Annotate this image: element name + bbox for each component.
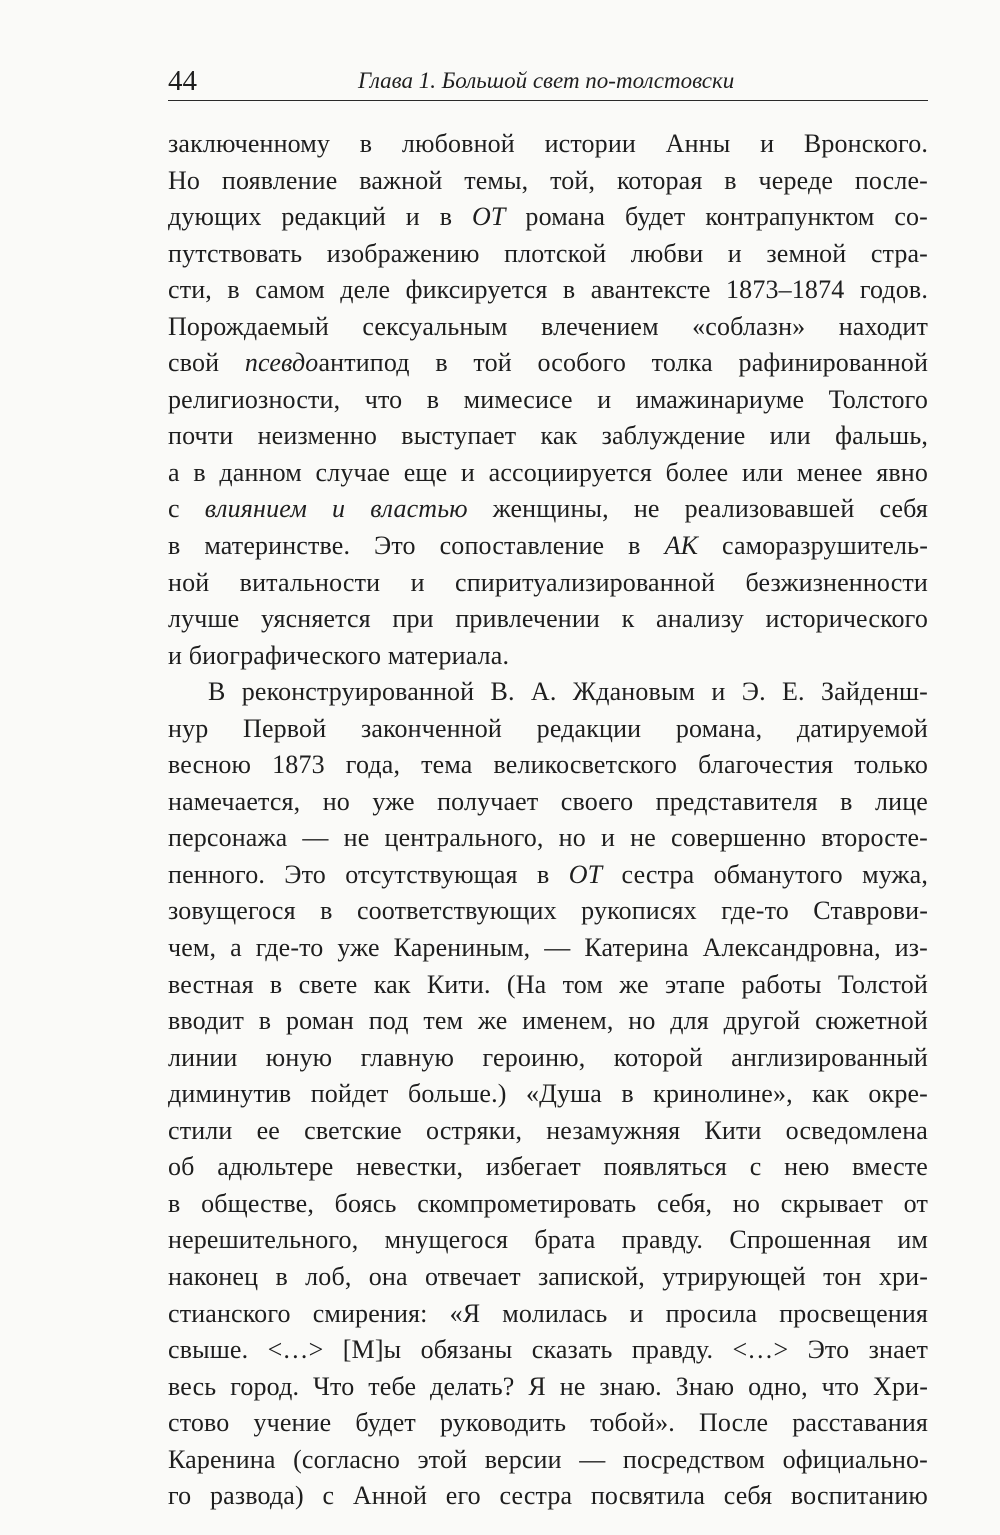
text-line <box>168 747 928 784</box>
italic-abbreviation: АК <box>664 531 699 561</box>
text-segment: Каренина (согласно этой версии — посредством официально- <box>168 1444 928 1474</box>
text-line <box>168 711 928 748</box>
text-segment: персонажа — не центрального, но и не совершенно второсте- <box>168 823 928 853</box>
text-segment: намечается, но уже получает своего представителя в лице <box>168 786 928 816</box>
text-segment: В реконструированной В. А. Ждановым и Э. Е. Зайденш- <box>208 677 928 707</box>
text-segment: почти неизменно выступает как заблуждение или фальшь, <box>168 421 928 451</box>
italic-abbreviation: ОТ <box>568 859 603 889</box>
text-segment: саморазрушитель- <box>698 531 929 561</box>
body-text <box>168 126 928 1515</box>
text-line <box>168 455 928 492</box>
text-line <box>168 418 928 455</box>
text-segment: путствовать изображению плотской любви и земной стра- <box>168 238 928 268</box>
text-segment: в обществе, боясь скомпрометировать себя, но скрывает от <box>168 1188 928 1218</box>
text-segment: религиозности, что в мимесисе и имажинариуме Толстого <box>168 384 928 414</box>
text-line <box>168 309 928 346</box>
text-line <box>168 1405 928 1442</box>
text-line <box>168 382 928 419</box>
text-segment: весною 1873 года, тема великосветского благочестия только <box>168 750 928 780</box>
text-line <box>168 163 928 200</box>
text-segment: Но появление важной темы, той, которая в череде после- <box>168 165 928 195</box>
text-line <box>168 199 928 236</box>
text-segment: зовущегося в соответствующих рукописях где-то Ставрови- <box>168 896 928 926</box>
text-line <box>168 1222 928 1259</box>
text-segment: го развода) с Анной его сестра посвятила себя воспитанию <box>168 1481 928 1511</box>
text-segment: а в данном случае еще и ассоциируется более или менее явно <box>168 457 928 487</box>
italic-emphasis: влиянием и властью <box>204 494 468 524</box>
text-segment: весь город. Что тебе делать? Я не знаю. Знаю одно, что Хри- <box>168 1371 928 1401</box>
text-line <box>168 272 928 309</box>
text-line <box>168 820 928 857</box>
text-line <box>168 638 928 675</box>
text-segment: линии юную главную героиню, которой англизированный <box>168 1042 928 1072</box>
text-line <box>168 1113 928 1150</box>
text-line <box>168 126 928 163</box>
text-line <box>168 857 928 894</box>
text-line <box>168 1040 928 1077</box>
text-segment: пенного. Это отсутствующая в <box>168 859 569 889</box>
text-line <box>168 528 928 565</box>
text-segment: с <box>168 494 205 524</box>
text-line <box>168 601 928 638</box>
text-segment: наконец в лоб, она отвечает запиской, утрирующей тон хри- <box>168 1261 928 1291</box>
text-segment: стианского смирения: «Я молилась и просила просвещения <box>168 1298 928 1328</box>
text-line <box>168 345 928 382</box>
italic-emphasis: псевдо <box>244 348 319 378</box>
text-line <box>168 491 928 528</box>
text-segment: вводит в роман под тем же именем, но для другой сюжетной <box>168 1006 928 1036</box>
text-line <box>168 1478 928 1515</box>
text-segment: чем, а где-то уже Карениным, — Катерина Александровна, из- <box>168 933 928 963</box>
text-line <box>168 1076 928 1113</box>
text-segment: романа будет контрапунктом со- <box>505 202 928 232</box>
italic-abbreviation: ОТ <box>472 202 506 232</box>
text-segment: в материнстве. Это сопоставление в <box>168 531 665 561</box>
text-line <box>168 1296 928 1333</box>
page-header <box>168 62 928 101</box>
text-segment: вестная в свете как Кити. (На том же этапе работы Толстой <box>168 969 928 999</box>
text-segment: свой <box>168 348 245 378</box>
text-line <box>168 674 928 711</box>
text-segment: заключенному в любовной истории Анны и Вронского. <box>168 129 928 158</box>
text-segment: нерешительного, мнущегося брата правду. Спрошенная им <box>168 1225 928 1255</box>
text-segment: об адюльтере невестки, избегает появляться с нею вместе <box>168 1152 928 1182</box>
text-segment: Порождаемый сексуальным влечением «соблазн» находит <box>168 311 928 341</box>
text-segment: стили ее светские остряки, незамужняя Кити осведомлена <box>168 1115 928 1145</box>
text-segment: лучше уясняется при привлечении к анализу исторического <box>168 604 928 634</box>
text-line <box>168 930 928 967</box>
text-segment: женщины, не реализовавшей себя <box>467 494 928 524</box>
text-line <box>168 967 928 1004</box>
text-line <box>168 1149 928 1186</box>
text-segment: свыше. <…> [М]ы обязаны сказать правду. <…> Это знает <box>168 1335 928 1365</box>
text-line <box>168 1186 928 1223</box>
text-line <box>168 1369 928 1406</box>
text-line <box>168 236 928 273</box>
text-segment: дующих редакций и в <box>168 202 472 232</box>
running-head: Глава 1. Большой свет по-толстовски <box>358 68 735 93</box>
text-line <box>168 1003 928 1040</box>
text-segment: сти, в самом деле фиксируется в авантексте 1873–1874 годов. <box>168 275 928 305</box>
page-number: 44 <box>168 65 197 97</box>
text-line <box>168 784 928 821</box>
text-line <box>168 893 928 930</box>
text-line <box>168 1332 928 1369</box>
text-segment: нур Первой законченной редакции романа, датируемой <box>168 713 928 743</box>
text-segment: ной витальности и спиритуализированной безжизненности <box>168 567 928 597</box>
text-segment: и биографического материала. <box>168 640 510 670</box>
text-segment: диминутив пойдет больше.) «Душа в кринолине», как окре- <box>168 1079 928 1109</box>
text-line <box>168 1442 928 1479</box>
text-segment: антипод в той особого толка рафинированной <box>318 348 929 378</box>
text-segment: стово учение будет руководить тобой». После расставания <box>168 1408 928 1438</box>
text-line <box>168 1259 928 1296</box>
text-line <box>168 565 928 602</box>
text-segment: сестра обманутого мужа, <box>602 859 928 889</box>
